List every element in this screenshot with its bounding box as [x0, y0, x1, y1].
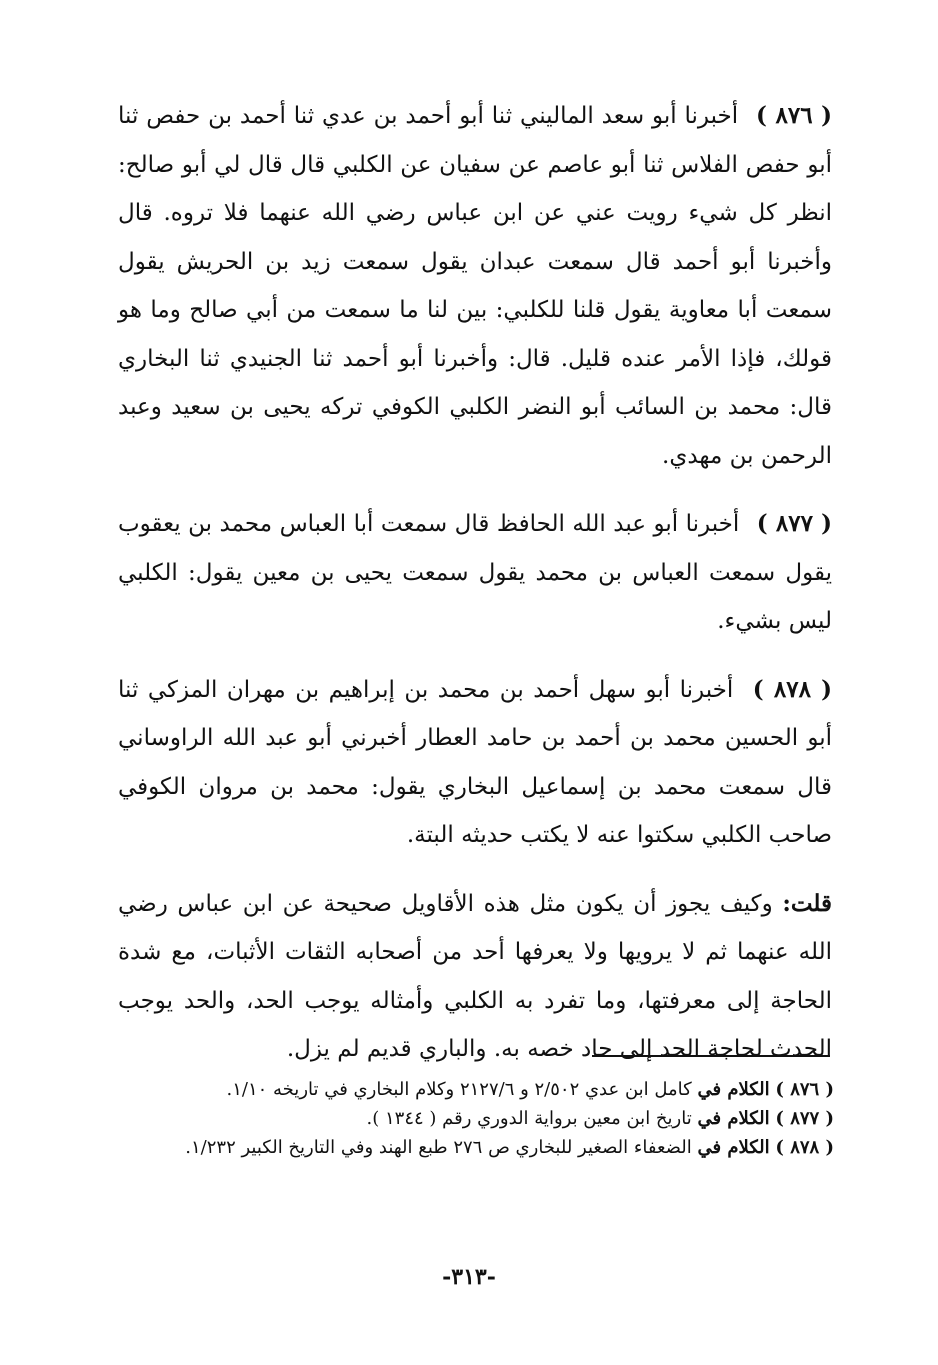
footnote-876	[118, 1075, 834, 1104]
paragraph-text: أخبرنا أبو عبد الله الحافظ قال سمعت أبا العباس محمد بن يعقوب يقول سمعت العباس بن محمد يقول سمعت يحيى بن معين يقول: الكلبي ليس بشيء.	[118, 511, 832, 634]
paragraph-number: ( ٨٧٧ )	[756, 510, 833, 537]
paragraph-876	[118, 92, 832, 480]
paragraph-number: ( ٨٧٦ )	[756, 102, 832, 129]
footnote-label: الكلام في	[697, 1137, 770, 1158]
footnote-text: تاريخ ابن معين برواية الدوري رقم ( ١٣٤٤ ).	[366, 1108, 692, 1129]
author-comment	[118, 880, 832, 1074]
footnote-number: ( ٨٧٧ )	[775, 1108, 834, 1129]
footnote-877	[118, 1104, 834, 1133]
footnotes	[118, 1075, 834, 1162]
comment-label: قلت:	[782, 889, 833, 917]
page-number: -٣١٣-	[442, 1264, 496, 1290]
footnote-number: ( ٨٧٦ )	[775, 1079, 834, 1100]
footnote-divider	[592, 1055, 830, 1057]
paragraph-number: ( ٨٧٨ )	[752, 675, 833, 703]
footnote-text: الضعفاء الصغير للبخاري ص ٢٧٦ طبع الهند وفي التاريخ الكبير ١/٢٣٢.	[185, 1137, 692, 1158]
footnote-878	[118, 1133, 834, 1162]
footnote-label: الكلام في	[697, 1079, 770, 1100]
paragraph-878	[118, 666, 832, 860]
footnote-number: ( ٨٧٨ )	[775, 1137, 834, 1158]
paragraph-text: أخبرنا أبو سعد الماليني ثنا أبو أحمد بن عدي ثنا أحمد بن حفص ثنا أبو حفص الفلاس ثنا أبو عاصم عن سفيان عن الكلبي قال قال لي أبو صالح: انظر كل شيء رويت عني عن ابن عباس رضي الله عنهما فلا تروه. قال وأخبرنا أبو أحمد قال سمعت عبدان يقول سمعت زيد بن الحريش يقول سمعت أبا معاوية يقول قلنا للكلبي: بين لنا ما سمعت من أبي صالح وما هو قولك، فإذا الأمر عنده قليل. قال: وأخبرنا أبو أحمد ثنا الجنيدي ثنا البخاري قال: محمد بن السائب أبو النضر الكلبي الكوفي تركه يحيى بن سعيد وعبد الرحمن بن مهدي.	[118, 103, 832, 469]
footnote-text: كامل ابن عدي ٢/٥٠٢ و ٢١٢٧/٦ وكلام البخاري في تاريخه ١/١٠.	[226, 1079, 692, 1100]
paragraph-877	[118, 500, 832, 646]
main-text	[118, 92, 832, 1094]
paragraph-text: أخبرنا أبو سهل أحمد بن محمد بن إبراهيم بن مهران المزكي ثنا أبو الحسين محمد بن أحمد بن حامد العطار أخبرني أبو عبد الله الراوساني قال سمعت محمد بن إسماعيل البخاري يقول: محمد بن مروان الكوفي صاحب الكلبي سكتوا عنه لا يكتب حديثه البتة.	[118, 676, 832, 848]
comment-text: وكيف يجوز أن يكون مثل هذه الأقاويل صحيحة عن ابن عباس رضي الله عنهما ثم لا يرويها ولا يعرفها أحد من أصحابه الثقات الأثبات، مع شدة الحاجة إلى معرفتها، وما تفرد به الكلبي وأمثاله يوجب الحد، والحد يوجب الحدث لحاجة الحد إلى حاد خصه به. والباري قديم لم يزل.	[118, 890, 832, 1062]
footnote-label: الكلام في	[697, 1108, 770, 1129]
